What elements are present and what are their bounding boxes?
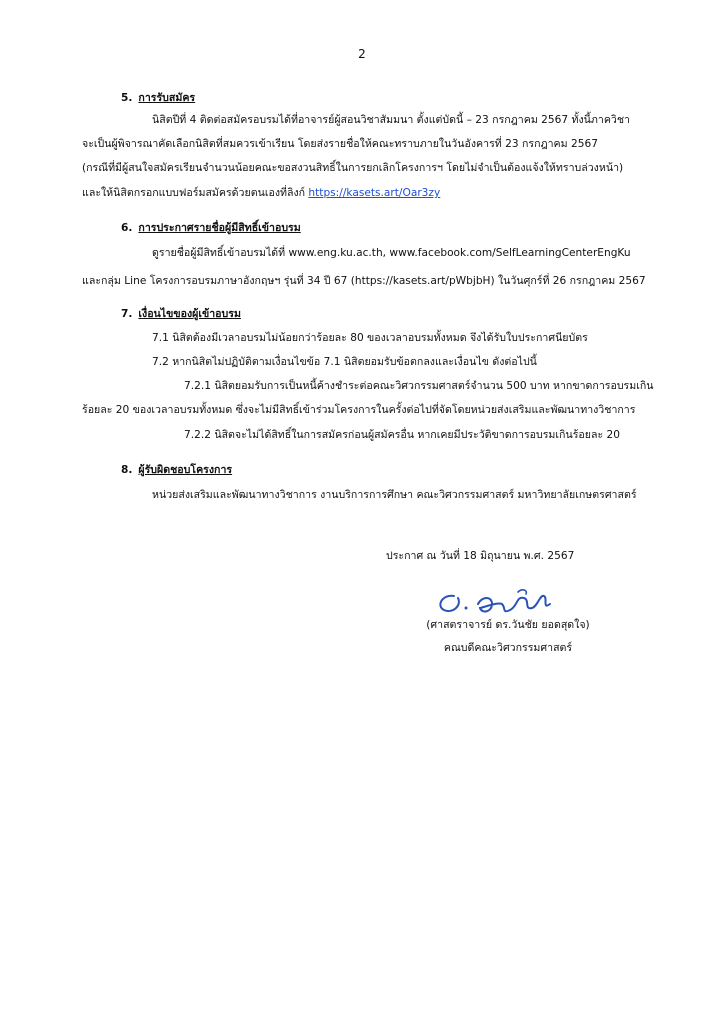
section-8-heading (121, 463, 232, 477)
item-7-2: 7.2 หากนิสิตไม่ปฏิบัติตามเงื่อนไขข้อ 7.1 นิสิตยอมรับข้อตกลงและเงื่อนไข ดังต่อไปนี้ (152, 356, 537, 368)
section-7-number: 7. (121, 308, 133, 320)
section-5-line-4-text: และให้นิสิตกรอกแบบฟอร์มสมัครด้วยตนเองที่ลิงก์ (82, 187, 309, 199)
section-5-heading (121, 91, 195, 105)
page-number: 2 (358, 47, 366, 61)
section-7-title: เงื่อนไขของผู้เข้าอบรม (138, 308, 241, 320)
section-8-number: 8. (121, 464, 133, 476)
registration-form-link[interactable]: https://kasets.art/Oar3zy (308, 187, 441, 199)
signatory-name: (ศาสตราจารย์ ดร.วันชัย ยอดสุดใจ) (426, 619, 590, 631)
section-6-number: 6. (121, 222, 133, 234)
section-6-title: การประกาศรายชื่อผู้มีสิทธิ์เข้าอบรม (138, 222, 301, 234)
section-5-line-4 (82, 186, 440, 200)
section-8-line-1: หน่วยส่งเสริมและพัฒนาทางวิชาการ งานบริการการศึกษา คณะวิศวกรรมศาสตร์ มหาวิทยาลัยเกษตรศาสตร์ (152, 489, 637, 501)
item-7-2-1-line-2: ร้อยละ 20 ของเวลาอบรมทั้งหมด ซึ่งจะไม่มีสิทธิ์เข้าร่วมโครงการในครั้งต่อไปที่จัดโดยหน่วยส่งเสริมและพัฒนาทางวิชาการ (82, 404, 636, 416)
section-5-number: 5. (121, 92, 133, 104)
section-7-heading (121, 307, 241, 321)
section-5-line-2: จะเป็นผู้พิจารณาคัดเลือกนิสิตที่สมควรเข้าเรียน โดยส่งรายชื่อให้คณะทราบภายในวันอังคารที่ 23 กรกฎาคม 2567 (82, 138, 598, 150)
item-7-1: 7.1 นิสิตต้องมีเวลาอบรมไม่น้อยกว่าร้อยละ 80 ของเวลาอบรมทั้งหมด จึงได้รับใบประกาศนียบัตร (152, 332, 588, 344)
item-7-2-1-line-1: 7.2.1 นิสิตยอมรับการเป็นหนี้ค้างชำระต่อคณะวิศวกรรมศาสตร์จำนวน 500 บาท หากขาดการอบรมเกิน (184, 380, 654, 392)
section-5-title: การรับสมัคร (138, 92, 196, 104)
section-6-heading (121, 221, 301, 235)
section-5-line-1: นิสิตปีที่ 4 ติดต่อสมัครอบรมได้ที่อาจารย์ผู้สอนวิชาสัมมนา ตั้งแต่บัดนี้ – 23 กรกฎาคม 2567 ทั้งนี้ภาควิชา (152, 114, 631, 126)
item-7-2-2: 7.2.2 นิสิตจะไม่ได้สิทธิ์ในการสมัครก่อนผู้สมัครอื่น หากเคยมีประวัติขาดการอบรมเกินร้อยละ 20 (184, 429, 620, 441)
section-6-line-1: ดูรายชื่อผู้มีสิทธิ์เข้าอบรมได้ที่ www.eng.ku.ac.th, www.facebook.com/SelfLearningCenterEngKu (152, 247, 631, 259)
announcement-date: ประกาศ ณ วันที่ 18 มิถุนายน พ.ศ. 2567 (386, 550, 575, 562)
signatory-title: คณบดีคณะวิศวกรรมศาสตร์ (443, 642, 573, 654)
section-6-line-2: และกลุ่ม Line โครงการอบรมภาษาอังกฤษฯ รุ่นที่ 34 ปี 67 (https://kasets.art/pWbjbH) ในวันศุกร์ที่ 26 กรกฎาคม 2567 (82, 275, 646, 287)
section-5-line-3: (กรณีที่มีผู้สนใจสมัครเรียนจำนวนน้อยคณะขอสงวนสิทธิ์ในการยกเลิกโครงการฯ โดยไม่จำเป็นต้องแจ้งให้ทราบล่วงหน้า) (82, 162, 624, 174)
section-8-title: ผู้รับผิดชอบโครงการ (138, 464, 233, 476)
